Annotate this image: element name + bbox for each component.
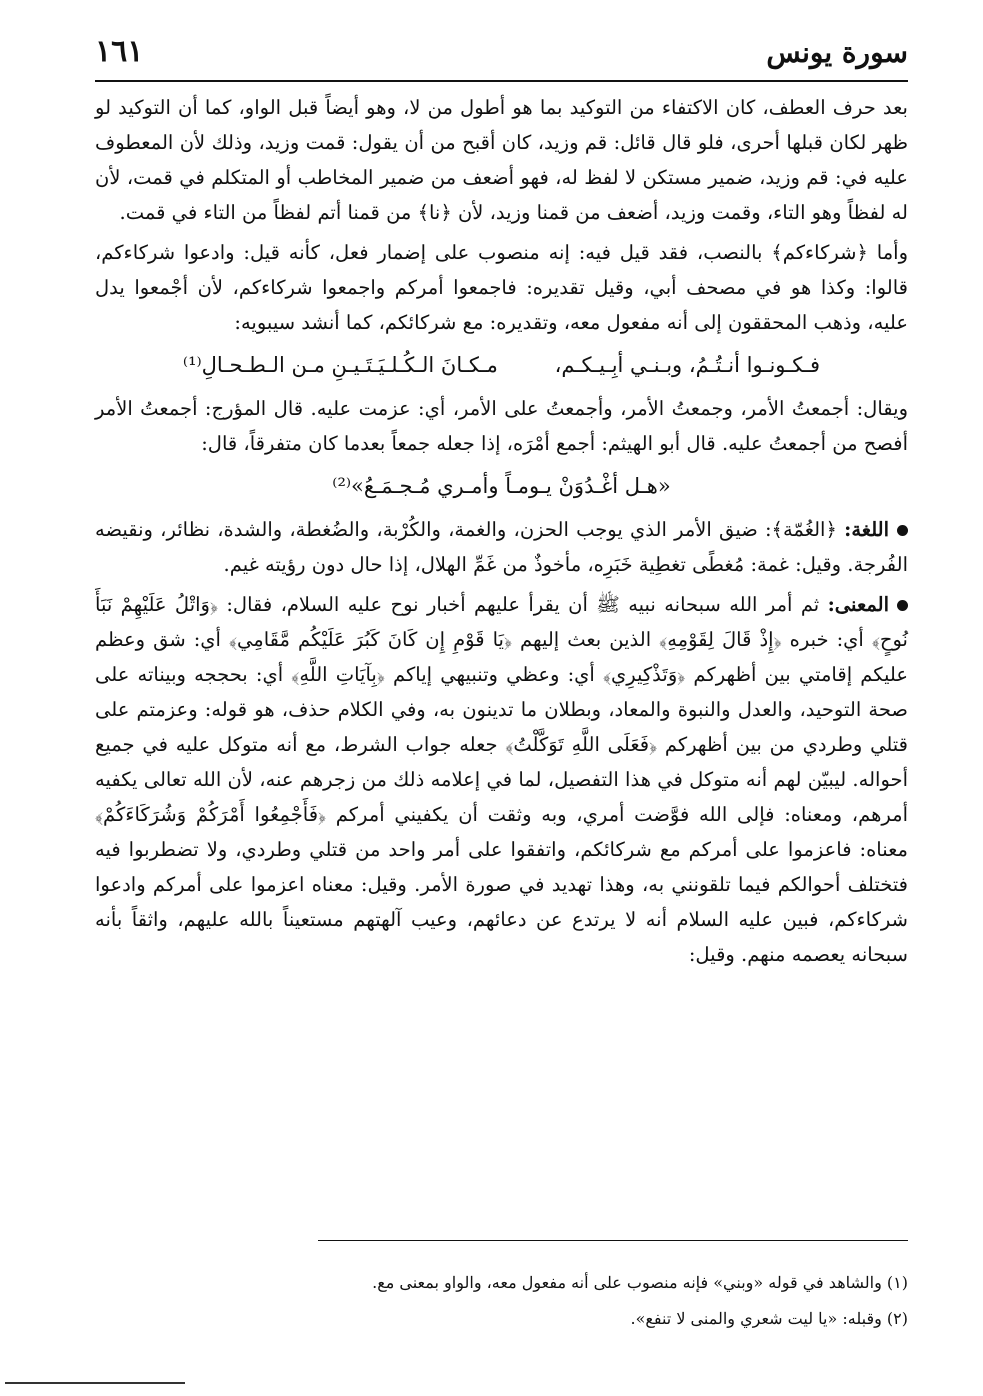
footnotes [95,1265,908,1337]
footnote-divider [318,1240,908,1241]
scan-edge-line [5,1382,185,1384]
paragraph-3: ويقال: أجمعتُ الأمر، وجمعتُ الأمر، وأجمعتُ على الأمر، أي: عزمت عليه. قال المؤرج: أجمعتُ الأمر أفصح من أجمعتُ عليه. قال أبو الهيثم: أجمع أمْرَه، إذا جعله جمعاً بعدما كان متفرقاً، قال: [95,397,908,455]
header-divider [95,80,908,82]
poetry-verse-2: «هـل أغْـدُوَنْ يـومـاً وأمـري مُـجـمَـعُ»⁽²⁾ [332,474,671,498]
page-number: ١٦١ [95,34,144,69]
paragraph-1: بعد حرف العطف، كان الاكتفاء من التوكيد بما هو أطول من لا، وهو أيضاً قبل الواو، كما أن التوكيد لو ظهر لكان قبلها أحرى، فلو قال قائل: قم وزيد، كان أقبح من أن يقول: قمت وزيد، وذلك لأن المعطوف عليه في: قم وزيد، ضمير مستكن لا لفظ له، فهو أضعف من ضمير المخاطب أو المتكلم في قمت، لأن له لفظاً وهو التاء، وقمت وزيد، أضعف من قمنا وزيد، لأن ﴿نا﴾ من قمنا أتم لفظاً من التاء في قمت. [95,96,908,224]
surah-title: سورة يونس [766,36,908,69]
section-maana-label: المعنى: [827,593,889,616]
section-lugha [95,512,908,582]
page-body [95,90,908,977]
bullet-icon [897,525,908,536]
page-header [95,30,908,76]
paragraph-2: وأما ﴿شركاءكم﴾ بالنصب، فقد قيل فيه: إنه منصوب على إضمار فعل، كأنه قيل: وادعوا شركاءكم، قالوا: وكذا هو في مصحف أبي، وقيل تقديره: فاجمعوا أمركم واجمعوا شركاءكم، لأن أجْمعوا يدل عليه، وذهب المحققون إلى أنه مفعول معه، وتقديره: مع شركائكم، كما أنشد سيبويه: [95,241,908,334]
footnote-1: (١) والشاهد في قوله «وبني» فإنه منصوب على أنه مفعول معه، والواو بمعنى مع. [372,1273,908,1292]
section-maana-text: ثم أمر الله سبحانه نبيه ﷺ أن يقرأ عليهم أخبار نوح عليه السلام، فقال: ﴿وَاتْلُ عَلَيْهِمْ نَبَأَ نُوحٍ﴾ أي: خبره ﴿إِذْ قَالَ لِقَوْمِهِ﴾ الذين بعث إليهم ﴿يَا قَوْمِ إِن كَانَ كَبُرَ عَلَيْكُم مَّقَامِي﴾ أي: شق وعظم عليكم إقامتي بين أظهركم ﴿وَتَذْكِيرِي﴾ أي: وعظي وتنبيهي إياكم ﴿بِآيَاتِ اللَّهِ﴾ أي: بحججه وبيناته على صحة التوحيد، والعدل والنبوة والمعاد، وبطلان ما تدينون به، وفي الكلام حذف، هو قوله: وعزمتم على قتلي وطردي من بين أظهركم ﴿فَعَلَى اللَّهِ تَوَكَّلْتُ﴾ جعله جواب الشرط، مع أنه متوكل عليه في جميع أحواله. ليبيّن لهم أنه متوكل في هذا التفصيل، لما في إعلامه ذلك من زجرهم عنه، لأن الله تعالى يكفيه أمرهم، ومعناه: فإلى الله فوَّضت أمري، وبه وثقت أن يكفيني أمركم ﴿فَأَجْمِعُوا أَمْرَكُمْ وَشُرَكَاءَكُمْ﴾ معناه: فاعزموا على أمركم مع شركائكم، واتفقوا على أمر واحد من قتلي وطردي، ولا تضطربوا فيه فتختلف أحوالكم فيما تلقونني به، وهذا تهديد في صورة الأمر. وقيل: معناه اعزموا على أمركم وادعوا شركاءكم، فبين عليه السلام أنه لا يرتدع عن دعائهم، وعيب آلهتهم مستعيناً بالله عليهم، واثقاً بأنه سبحانه يعصمه منهم. وقيل: [95,593,908,966]
verse-1-first-hemistich: فـكـونـوا أنـتُـمُ، وبـنـي أبِـيـكـم، [554,353,821,377]
poetry-verse-1 [95,348,908,383]
section-lugha-label: اللغة: [844,518,890,541]
footnote-2: (٢) وقبله: «يا ليت شعري والمنى لا تنفع». [630,1309,908,1328]
bullet-icon [897,600,908,611]
section-maana [95,587,908,972]
section-lugha-text: ﴿الغُمّة﴾: ضيق الأمر الذي يوجب الحزن، والغمة، والكُرْبة، والضُغطة، والشدة، نظائر، ونقيضه الفُرجة. وقيل: غمة: مُغطًى تغطِية خَبَرِه، مأخوذٌ من غَمِّ الهلال، إذا حال دون رؤيته غيم. [95,518,908,576]
verse-1-second-hemistich: مـكـانَ الـكُـلـيَـتَـيـنِ مـن الـطـحـالِ⁽¹⁾ [182,353,498,377]
